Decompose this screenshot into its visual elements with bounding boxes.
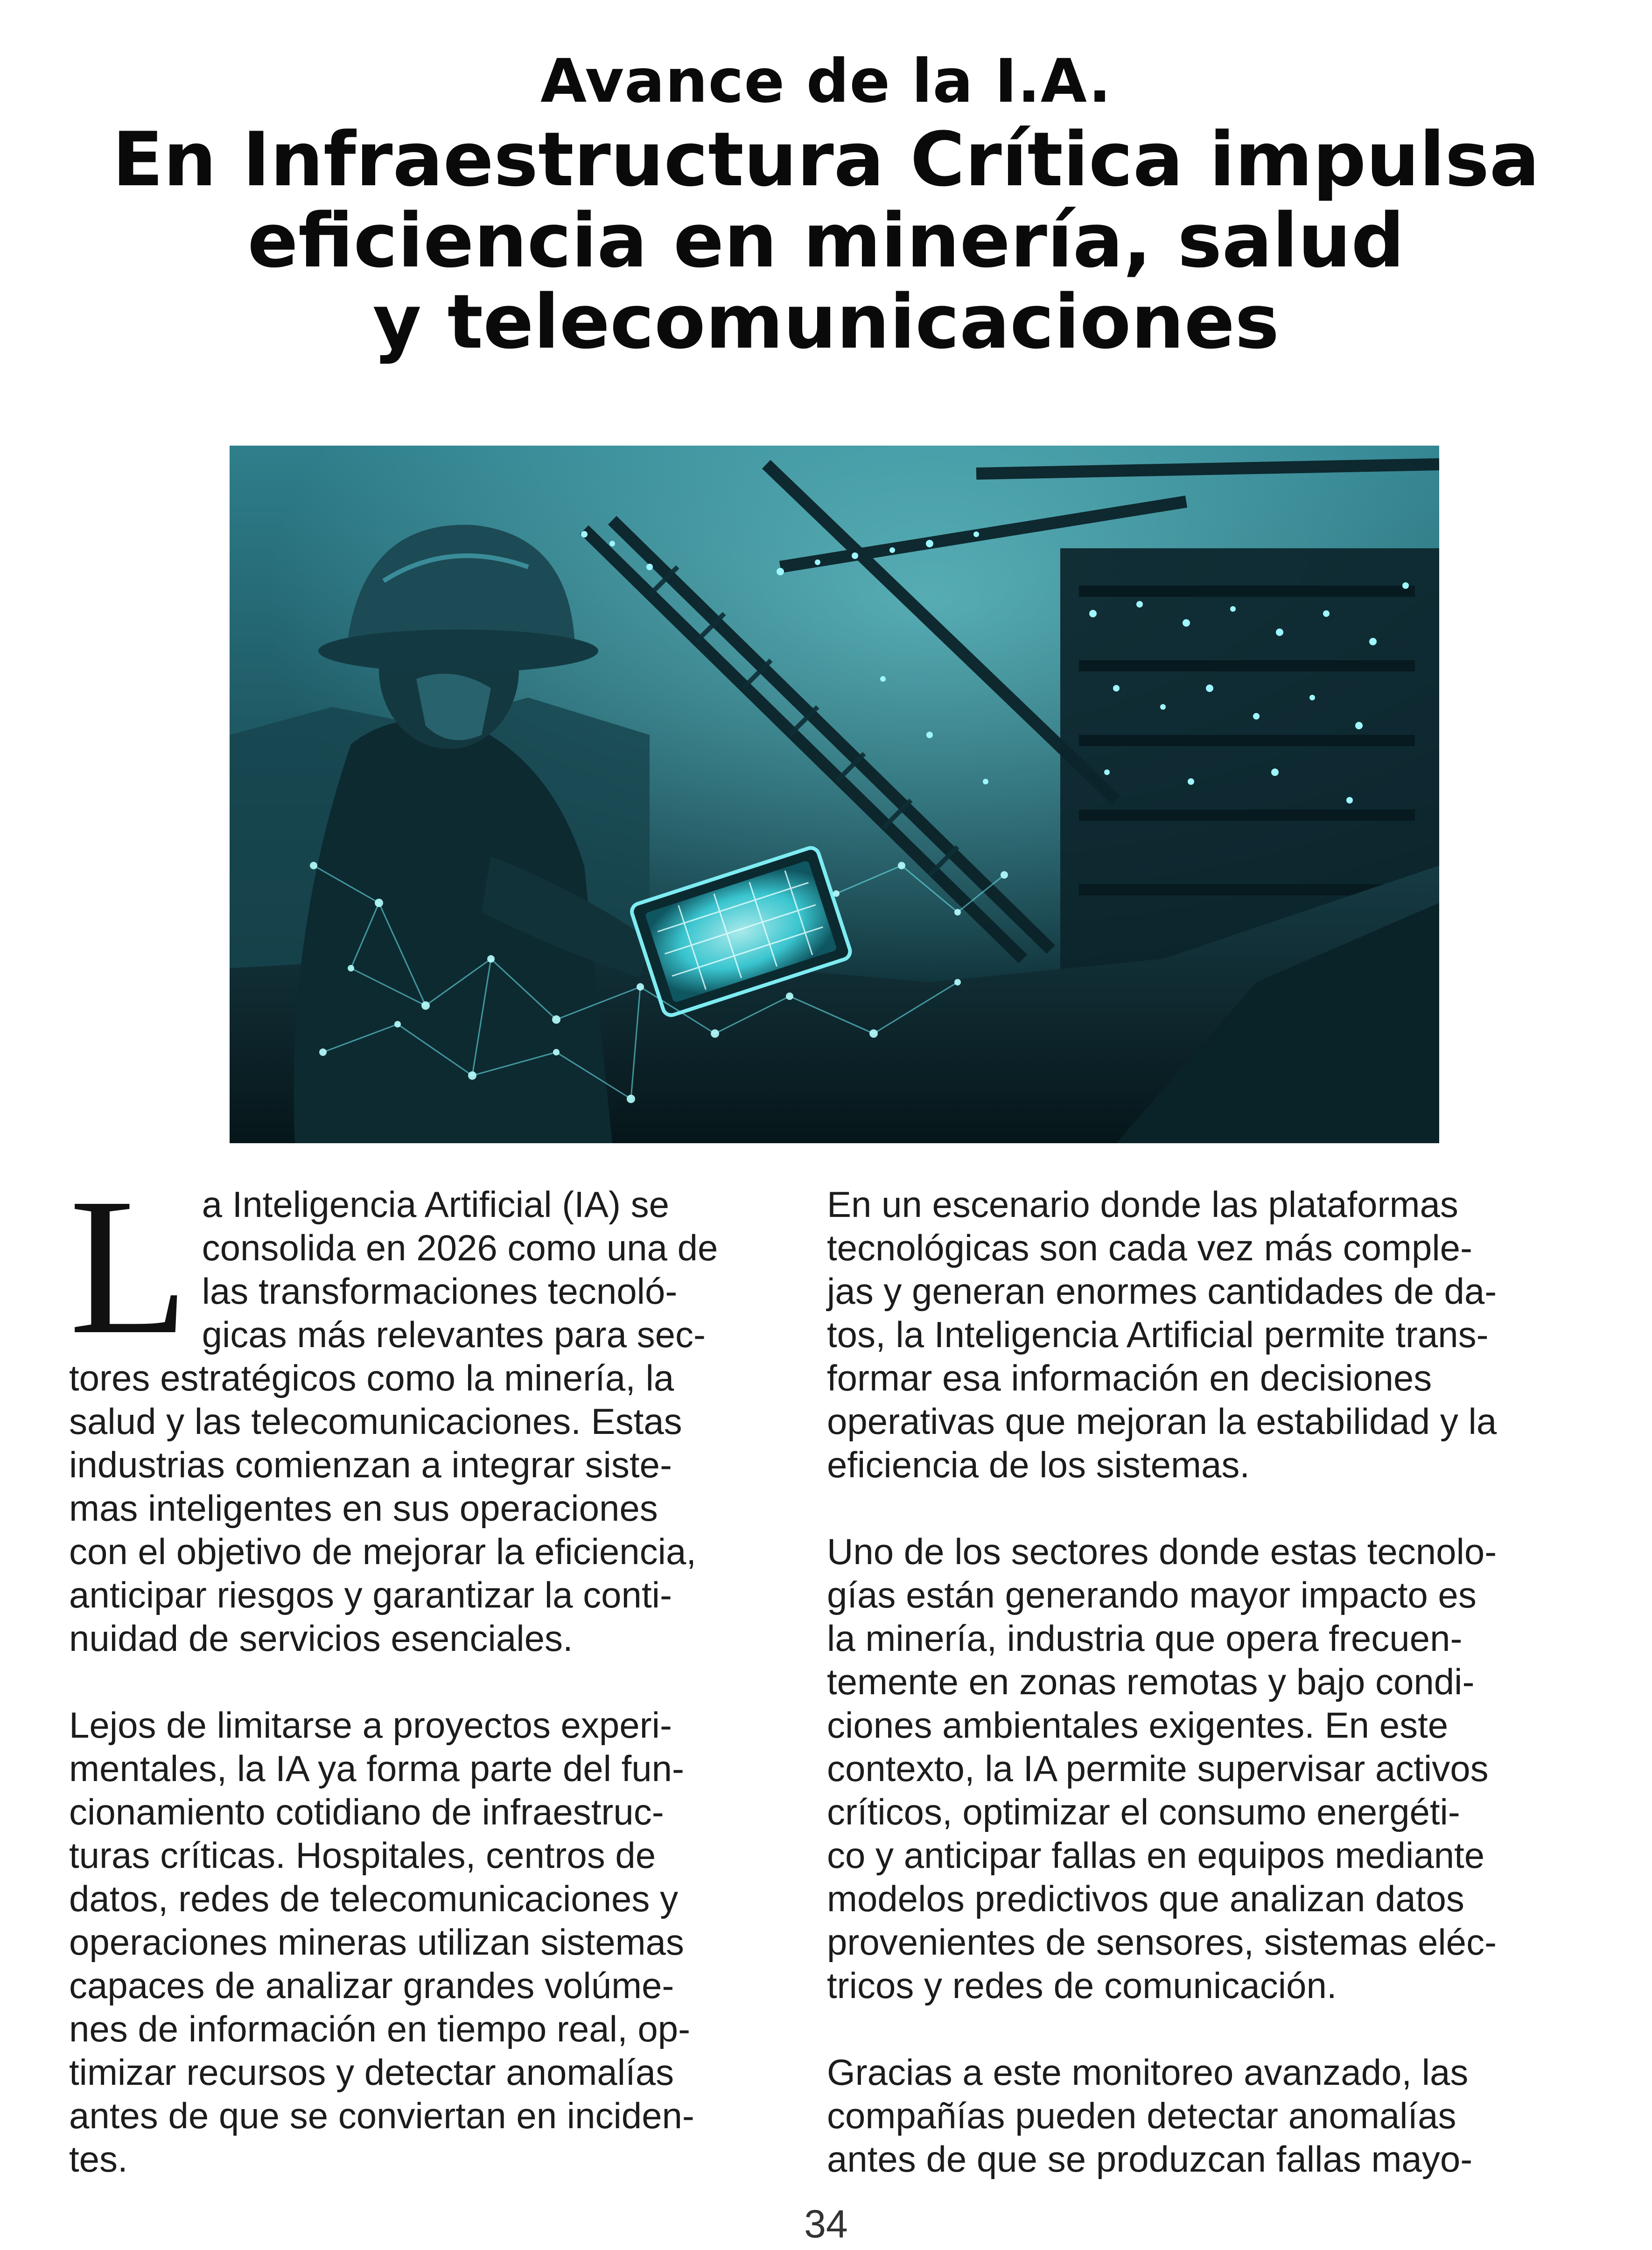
- article-column-left: [69, 1158, 783, 2224]
- paragraph-5: Gracias a este monitoreo avanzado, las compañías pueden detectar anomalías antes de que se produzcan fallas mayo-: [827, 2052, 1473, 2180]
- article-header: [0, 44, 1652, 363]
- headline-line-3: y telecomunicaciones: [372, 278, 1280, 365]
- paragraph-4: Uno de los sectores donde estas tecnolo- gías están generando mayor impacto es la minería, industria que opera frecuen- temente en zonas remotas y bajo condi- ciones ambientales exigentes. En este contexto, la IA permite supervisar activos críticos, optimizar el consumo energéti- co y anticipar fallas en equipos mediante modelos predictivos que analizan datos provenientes de sensores, sistemas eléc- tricos y redes de comunicación.: [827, 1531, 1497, 2006]
- hero-image: [230, 446, 1439, 1143]
- paragraph-2: Lejos de limitarse a proyectos experi- mentales, la IA ya forma parte del fun- cionamiento cotidiano de infraestruc- turas críticas. Hospitales, centros de datos, redes de telecomunicaciones y operaciones mineras utilizan sistemas capaces de analizar grandes volúme- nes de información en tiempo real, op- timizar recursos y detectar anomalías antes de que se conviertan en inciden- tes.: [69, 1705, 694, 2180]
- headline-line-2: eficiencia en minería, salud: [247, 197, 1405, 284]
- paragraph-intro: [69, 1158, 783, 1660]
- page-number: 34: [804, 2202, 848, 2246]
- article-column-right: [827, 1183, 1585, 2224]
- headline-line-1: En Infraestructura Crítica impulsa: [112, 116, 1540, 203]
- paragraph-intro-text: a Inteligencia Artificial (IA) se consolida en 2026 como una de las transformaciones tecnoló- gicas más relevantes para sec- tores estratégicos como la minería, la salud y las telecomunicaciones. Estas industrias comienzan a integrar siste- mas inteligentes en sus operaciones con el objetivo de mejorar la eficiencia, anticipar riesgos y garantizar la conti- nuidad de servicios esenciales.: [69, 1184, 718, 1659]
- drop-cap: L: [69, 1158, 189, 1375]
- article-kicker: Avance de la I.A.: [540, 47, 1112, 116]
- paragraph-3: En un escenario donde las plataformas tecnológicas son cada vez más comple- jas y generan enormes cantidades de da- tos, la Inteligencia Artificial permite trans- formar esa información en decisiones operativas que mejoran la estabilidad y la eficiencia de los sistemas.: [827, 1184, 1497, 1485]
- article-headline: [0, 116, 1652, 365]
- ai-mining-worker-photo-icon: [230, 446, 1439, 1143]
